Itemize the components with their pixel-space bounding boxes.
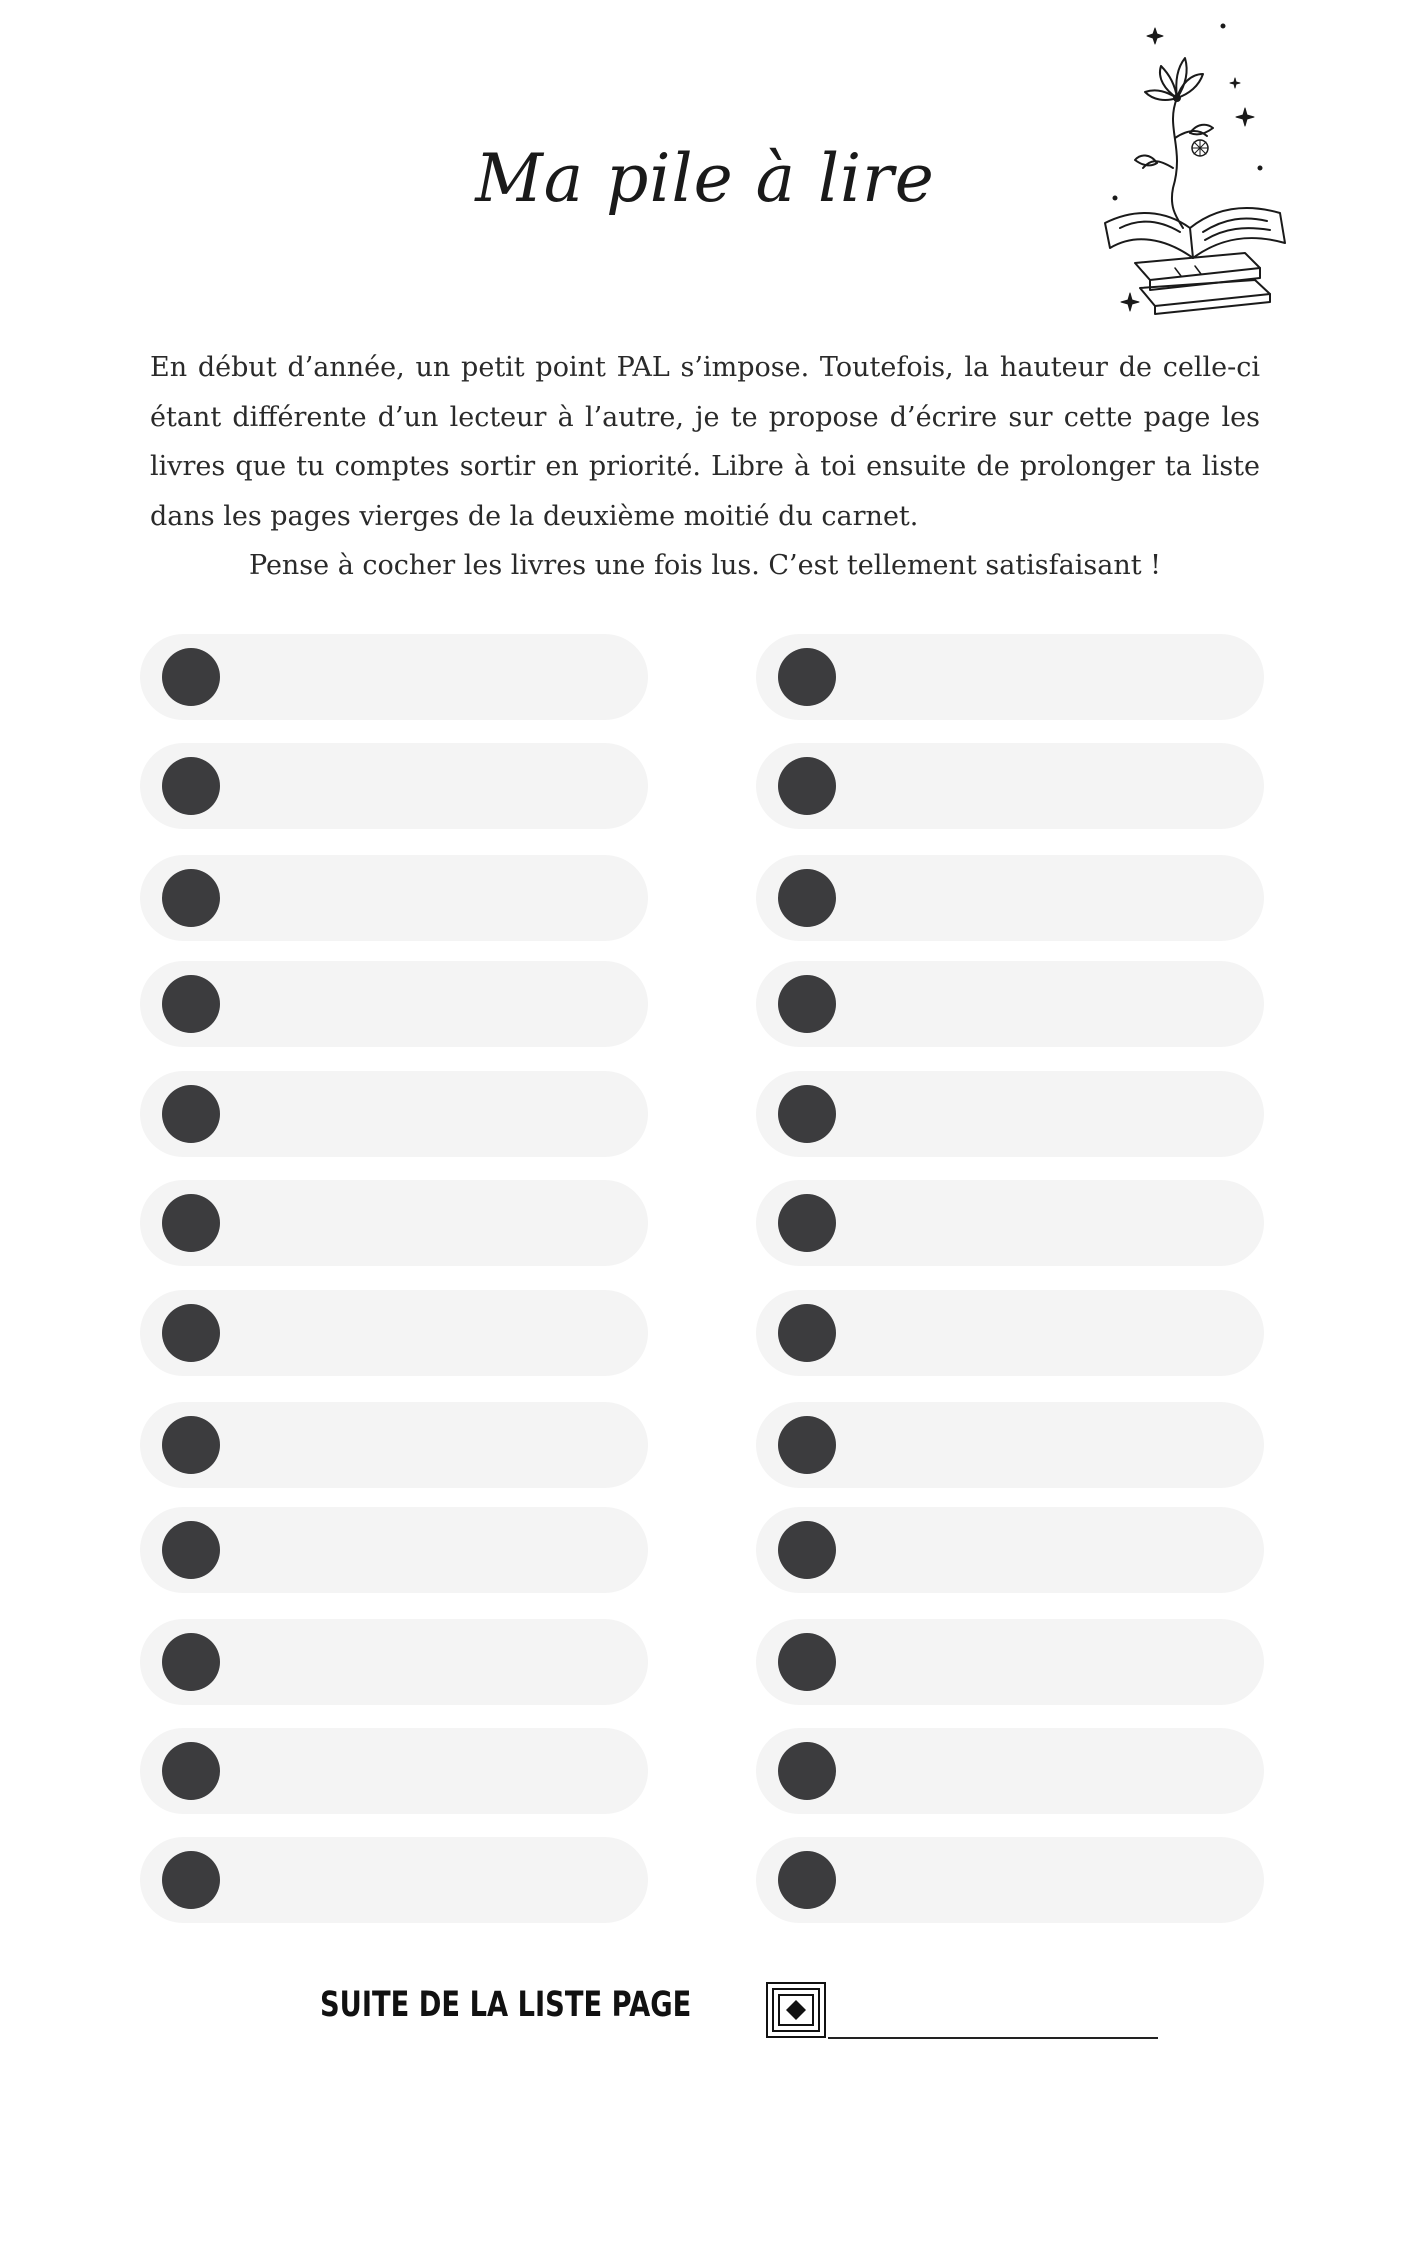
- read-checkbox[interactable]: [778, 1085, 836, 1143]
- book-entry-field[interactable]: [140, 1290, 648, 1376]
- book-entry-field[interactable]: [756, 1180, 1264, 1266]
- book-entry-field[interactable]: [756, 1619, 1264, 1705]
- read-checkbox[interactable]: [778, 1194, 836, 1252]
- page-title: Ma pile à lire: [475, 140, 935, 217]
- read-checkbox[interactable]: [778, 869, 836, 927]
- book-entry-field[interactable]: [140, 634, 648, 720]
- book-entry-field[interactable]: [756, 1728, 1264, 1814]
- read-checkbox[interactable]: [162, 1851, 220, 1909]
- read-checkbox[interactable]: [778, 648, 836, 706]
- read-checkbox[interactable]: [778, 1851, 836, 1909]
- intro-note: Pense à cocher les livres une fois lus. C’est tellement satisfaisant !: [248, 550, 1161, 581]
- read-checkbox[interactable]: [162, 1304, 220, 1362]
- book-entry-field[interactable]: [756, 743, 1264, 829]
- book-entry-field[interactable]: [140, 1619, 648, 1705]
- read-checkbox[interactable]: [162, 1742, 220, 1800]
- read-checkbox[interactable]: [778, 1521, 836, 1579]
- read-checkbox[interactable]: [778, 1304, 836, 1362]
- book-entry-field[interactable]: [140, 743, 648, 829]
- continuation-label: SUITE DE LA LISTE PAGE: [320, 1985, 692, 2025]
- read-checkbox[interactable]: [162, 1194, 220, 1252]
- book-entry-field[interactable]: [140, 1402, 648, 1488]
- read-checkbox[interactable]: [778, 1416, 836, 1474]
- read-checkbox[interactable]: [778, 757, 836, 815]
- book-entry-field[interactable]: [756, 1837, 1264, 1923]
- book-entry-field[interactable]: [756, 1402, 1264, 1488]
- read-checkbox[interactable]: [162, 757, 220, 815]
- open-book-flower-icon: [1095, 18, 1295, 318]
- continuation-page-input[interactable]: [828, 2037, 1158, 2039]
- read-checkbox[interactable]: [162, 1633, 220, 1691]
- book-entry-field[interactable]: [140, 1180, 648, 1266]
- read-checkbox[interactable]: [162, 975, 220, 1033]
- read-checkbox[interactable]: [162, 1521, 220, 1579]
- read-checkbox[interactable]: [778, 975, 836, 1033]
- book-entry-field[interactable]: [756, 1071, 1264, 1157]
- read-checkbox[interactable]: [778, 1633, 836, 1691]
- book-entry-field[interactable]: [756, 1290, 1264, 1376]
- read-checkbox[interactable]: [162, 869, 220, 927]
- read-checkbox[interactable]: [162, 1416, 220, 1474]
- intro-paragraph: En début d’année, un petit point PAL s’impose. Toutefois, la hauteur de celle-ci étant différente d’un lecteur à l’autre, je te propose d’écrire sur cette page les livres que tu comptes sortir en priorité. Libre à toi ensuite de prolonger ta liste dans les pages vierges de la deuxième moitié du carnet.: [150, 352, 1260, 532]
- book-entry-field[interactable]: [756, 961, 1264, 1047]
- book-entry-field[interactable]: [140, 1071, 648, 1157]
- intro-text: [150, 343, 1260, 591]
- book-entry-field[interactable]: [756, 634, 1264, 720]
- book-entry-field[interactable]: [140, 1728, 648, 1814]
- book-entry-field[interactable]: [756, 1507, 1264, 1593]
- book-entry-field[interactable]: [140, 961, 648, 1047]
- read-checkbox[interactable]: [162, 1085, 220, 1143]
- book-entry-field[interactable]: [140, 1507, 648, 1593]
- book-entry-field[interactable]: [756, 855, 1264, 941]
- book-entry-field[interactable]: [140, 855, 648, 941]
- book-entry-field[interactable]: [140, 1837, 648, 1923]
- read-checkbox[interactable]: [162, 648, 220, 706]
- nested-square-diamond-icon: [766, 1982, 828, 2040]
- read-checkbox[interactable]: [778, 1742, 836, 1800]
